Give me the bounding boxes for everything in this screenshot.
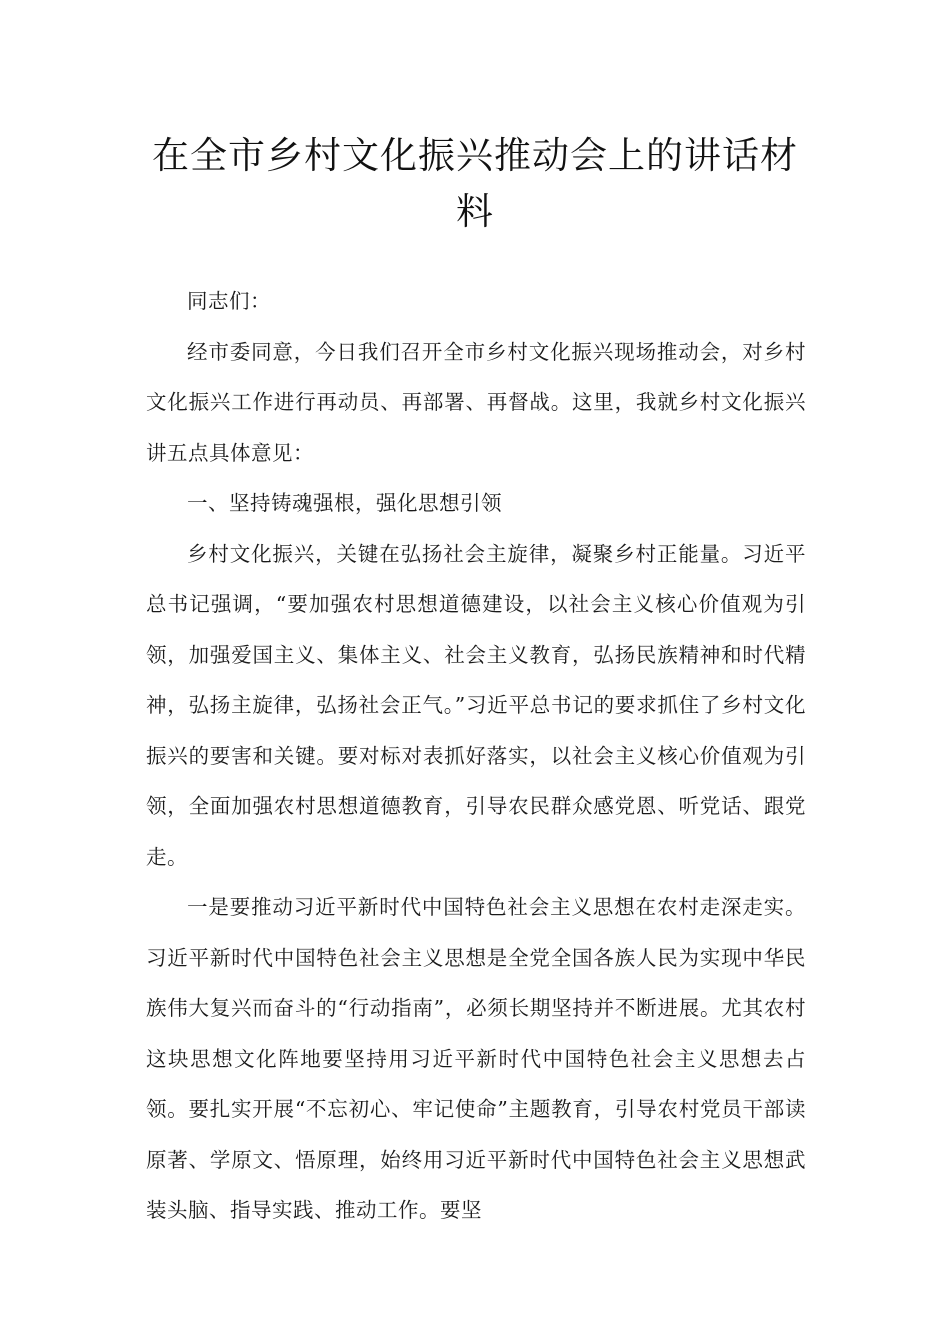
document-title: 在全市乡村文化振兴推动会上的讲话材料 <box>152 134 798 233</box>
document-body <box>146 276 806 1236</box>
salutation-paragraph: 同志们： <box>187 289 271 313</box>
body-paragraph: 一是要推动习近平新时代中国特色社会主义思想在农村走深走实。习近平新时代中国特色社会主义思想是全党全国各族人民为实现中华民族伟大复兴而奋斗的“行动指南”，必须长期坚持并不断进展。尤其农村这块思想文化阵地要坚持用习近平新时代中国特色社会主义思想去占领。要扎实开展“不忘初心、牢记使命”主题教育，引导农村党员干部读原著、学原文、悟原理，始终用习近平新时代中国特色社会主义思想武装头脑、指导实践、推动工作。要坚 <box>146 895 806 1222</box>
section-heading: 一、坚持铸魂强根，强化思想引领 <box>187 491 502 515</box>
body-paragraph: 乡村文化振兴，关键在弘扬社会主旋律，凝聚乡村正能量。习近平总书记强调，“要加强农村思想道德建设，以社会主义核心价值观为引领，加强爱国主义、集体主义、社会主义教育，弘扬民族精神和时代精神，弘扬主旋律，弘扬社会正气。”习近平总书记的要求抓住了乡村文化振兴的要害和关键。要对标对表抓好落实，以社会主义核心价值观为引领，全面加强农村思想道德教育，引导农民群众感党恩、听党话、跟党走。 <box>146 541 806 869</box>
intro-paragraph: 经市委同意，今日我们召开全市乡村文化振兴现场推动会，对乡村文化振兴工作进行再动员、再部署、再督战。这里，我就乡村文化振兴讲五点具体意见： <box>146 339 806 465</box>
